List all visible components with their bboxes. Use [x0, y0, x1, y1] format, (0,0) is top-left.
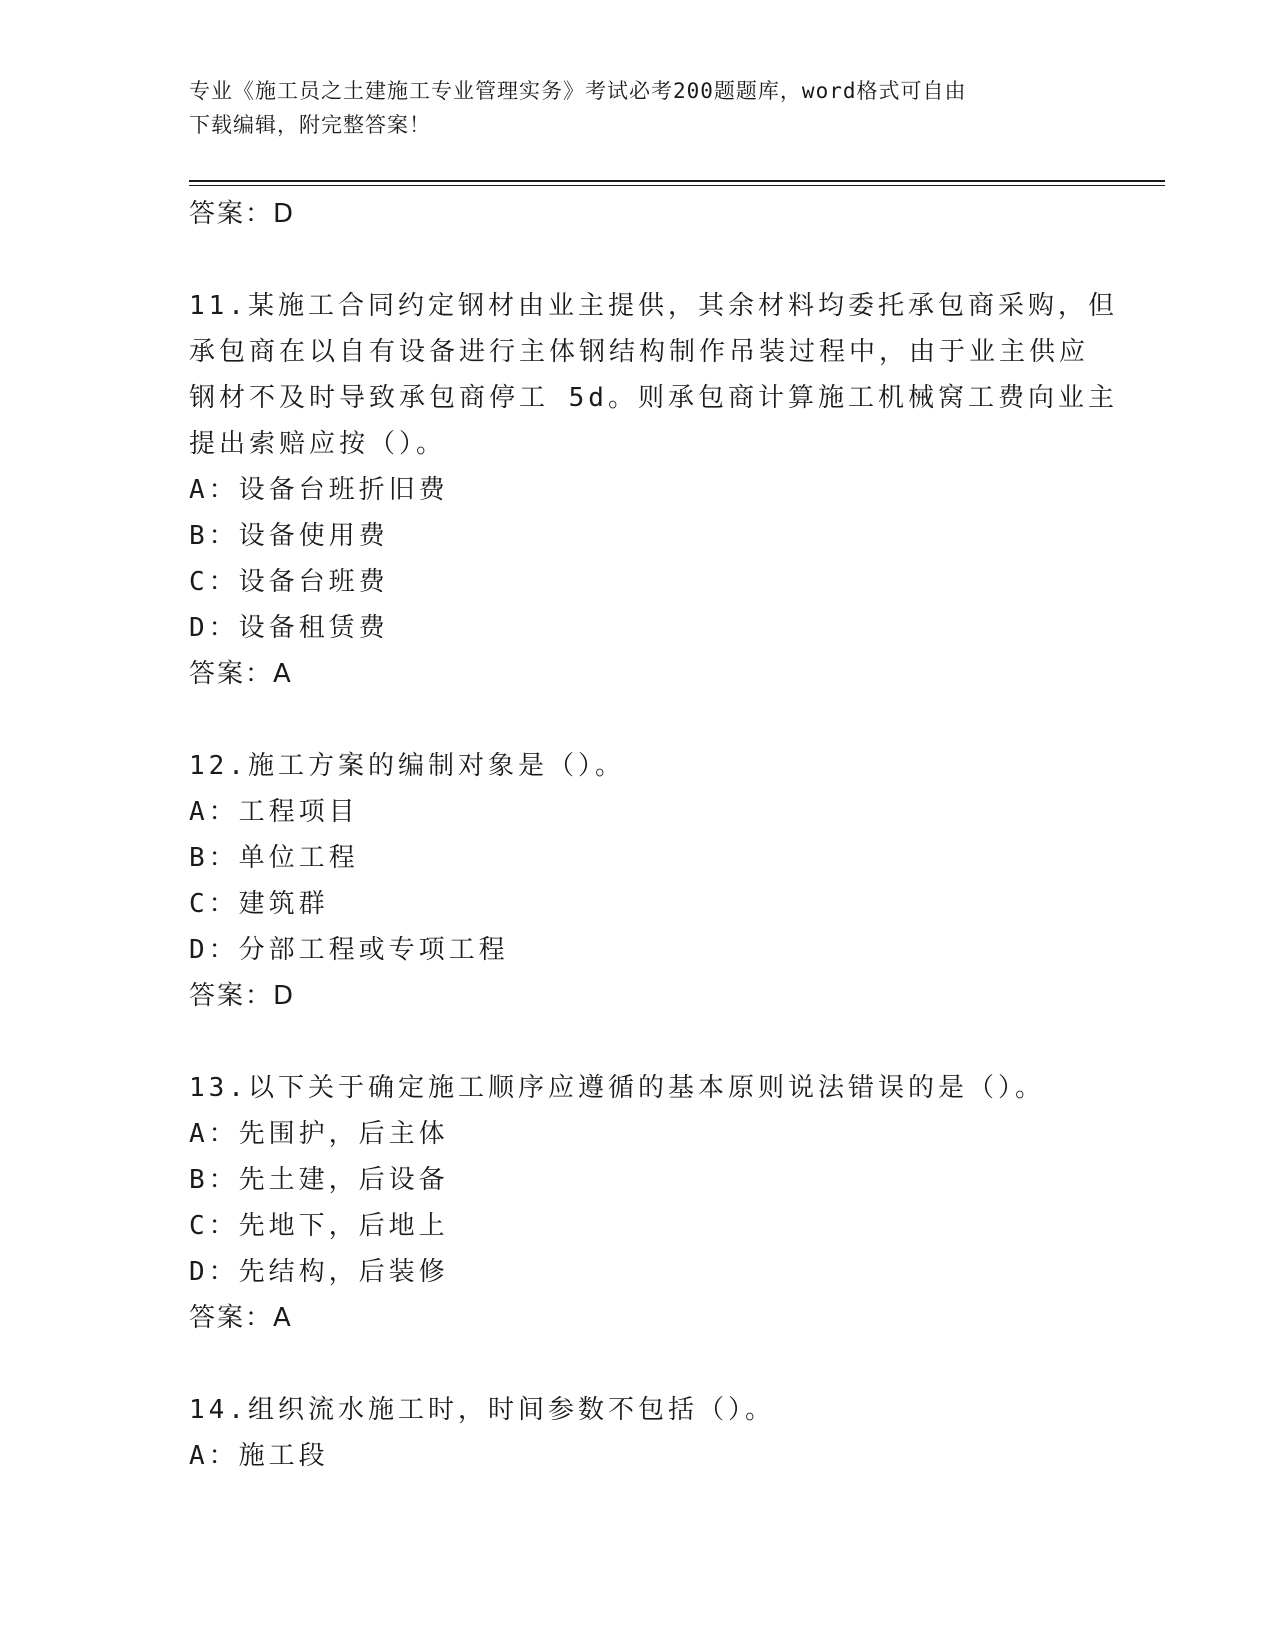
previous-answer: 答案：D — [189, 199, 296, 229]
spacer — [189, 697, 1089, 743]
question-stem-line: 承包商在以自有设备进行主体钢结构制作吊装过程中，由于业主供应 — [189, 337, 1090, 367]
question-content — [189, 191, 1118, 1479]
header-rule-thin — [189, 185, 1165, 186]
header-line-1: 专业《施工员之土建施工专业管理实务》考试必考200题题库，word格式可自由 — [189, 79, 967, 103]
question-stem-line: 13.以下关于确定施工顺序应遵循的基本原则说法错误的是（）。 — [189, 1073, 1045, 1103]
question-stem-line: 14.组织流水施工时，时间参数不包括（）。 — [189, 1395, 775, 1425]
answer: 答案：A — [189, 1303, 293, 1333]
question-stem-line: 12.施工方案的编制对象是（）。 — [189, 751, 625, 781]
option-a: A：设备台班折旧费 — [189, 475, 449, 505]
spacer — [189, 1019, 1089, 1065]
question-14 — [189, 1387, 1089, 1479]
option-a: A：施工段 — [189, 1441, 329, 1471]
document-header — [189, 74, 1069, 142]
question-stem-line: 钢材不及时导致承包商停工 5d。则承包商计算施工机械窝工费向业主 — [189, 383, 1118, 413]
option-b: B：设备使用费 — [189, 521, 389, 551]
option-c: C：先地下，后地上 — [189, 1211, 449, 1241]
option-c: C：设备台班费 — [189, 567, 389, 597]
question-stem-line: 提出索赔应按（）。 — [189, 429, 447, 459]
question-13 — [189, 1065, 1089, 1341]
question-11 — [189, 283, 1118, 697]
option-d: D：分部工程或专项工程 — [189, 935, 509, 965]
question-12 — [189, 743, 1089, 1019]
option-d: D：设备租赁费 — [189, 613, 389, 643]
option-a: A：先围护，后主体 — [189, 1119, 449, 1149]
answer: 答案：D — [189, 981, 296, 1011]
option-d: D：先结构，后装修 — [189, 1257, 449, 1287]
spacer — [189, 237, 1089, 283]
header-line-2: 下载编辑，附完整答案！ — [189, 113, 431, 137]
option-a: A：工程项目 — [189, 797, 359, 827]
option-b: B：单位工程 — [189, 843, 359, 873]
option-c: C：建筑群 — [189, 889, 329, 919]
spacer — [189, 1341, 1089, 1387]
answer: 答案：A — [189, 659, 293, 689]
option-b: B：先土建，后设备 — [189, 1165, 449, 1195]
question-stem-line: 11.某施工合同约定钢材由业主提供，其余材料均委托承包商采购，但 — [189, 291, 1118, 321]
header-rule-thick — [189, 180, 1165, 182]
